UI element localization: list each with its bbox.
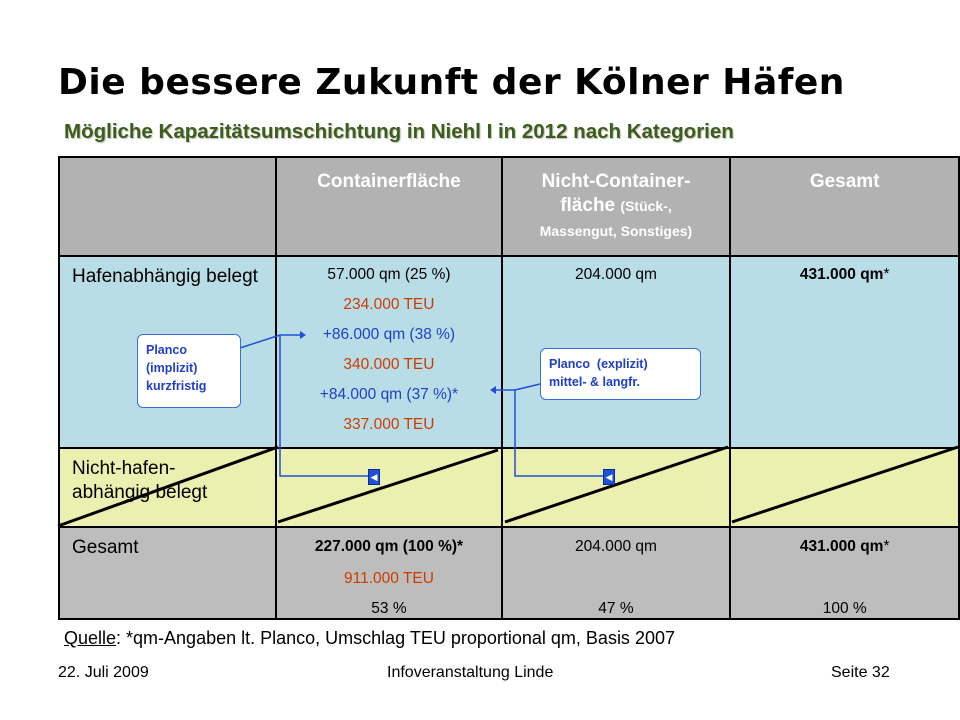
callout-line: mittel- & langfr. — [549, 375, 640, 390]
value-line: 204.000 qm — [575, 266, 657, 283]
header-container-label: Containerfläche — [317, 171, 461, 192]
diagonal-line — [58, 447, 278, 526]
page-title: Die bessere Zukunft der Kölner Häfen — [58, 62, 845, 103]
value-line: 340.000 TEU — [343, 356, 435, 373]
footer-event: Infoveranstaltung Linde — [387, 664, 554, 681]
value-line: +86.000 qm (38 %) — [322, 326, 456, 343]
header-non-container-line1: Nicht-Container- — [541, 171, 691, 192]
diagonal-line — [732, 447, 958, 522]
value-line: 911.000 TEU — [343, 570, 434, 587]
header-non-container-line2: fläche — [560, 195, 616, 217]
row-label-total: Gesamt — [59, 527, 276, 619]
arrow-head-icon — [300, 331, 306, 339]
arrow-left-icon: ◀ — [368, 469, 380, 485]
callout-line: kurzfristig — [146, 379, 207, 394]
value-line: 204.000 qm — [575, 538, 657, 555]
diagonal-line — [278, 450, 498, 522]
value-line: +84.000 qm (37 %)* — [319, 386, 459, 403]
value-line: 100 % — [822, 600, 867, 617]
total-value: 431.000 qm — [799, 266, 884, 283]
source-text: : *qm-Angaben lt. Planco, Umschlag TEU proportional qm, Basis 2007 — [116, 628, 675, 648]
diagonal-line — [505, 447, 728, 522]
arrow-left-icon: ◀ — [603, 469, 615, 485]
value-line: 337.000 TEU — [343, 416, 435, 433]
source-label: Quelle — [64, 628, 117, 648]
footer-date: 22. Juli 2009 — [58, 664, 149, 681]
row-label-non-port-dependent-text: Nicht-hafen-abhängig belegt — [72, 458, 208, 504]
value-line: 57.000 qm (25 %) — [327, 266, 451, 283]
value-line: 53 % — [371, 600, 407, 617]
footer-page-number: Seite 32 — [831, 664, 890, 681]
header-non-container-small2: Massengut, Sonstiges) — [539, 222, 693, 239]
total-value: 431.000 qm — [799, 538, 884, 555]
page-subtitle: Mögliche Kapazitätsumschichtung in Niehl I in 2012 nach Kategorien — [64, 120, 734, 143]
callout-planco-explicit — [540, 348, 701, 400]
value-line: 47 % — [598, 600, 634, 617]
value-line: 234.000 TEU — [343, 296, 435, 313]
connector-line — [280, 335, 370, 476]
callout-line: Planco — [146, 343, 187, 357]
callout-line: Planco (explizit) — [549, 357, 648, 371]
row-label-port-dependent: Hafenabhängig belegt — [59, 256, 276, 448]
connector-line — [240, 335, 300, 348]
header-non-container-small1: (Stück-, — [620, 198, 672, 215]
source-note — [64, 628, 675, 649]
header-total-label: Gesamt — [809, 171, 880, 192]
callout-planco-implicit — [137, 334, 241, 408]
value-line: 227.000 qm (100 %)* — [314, 538, 464, 555]
total-star: * — [883, 538, 890, 555]
arrow-head-icon — [490, 386, 496, 394]
callout-line: (implizit) — [146, 361, 198, 376]
total-star: * — [883, 266, 890, 283]
